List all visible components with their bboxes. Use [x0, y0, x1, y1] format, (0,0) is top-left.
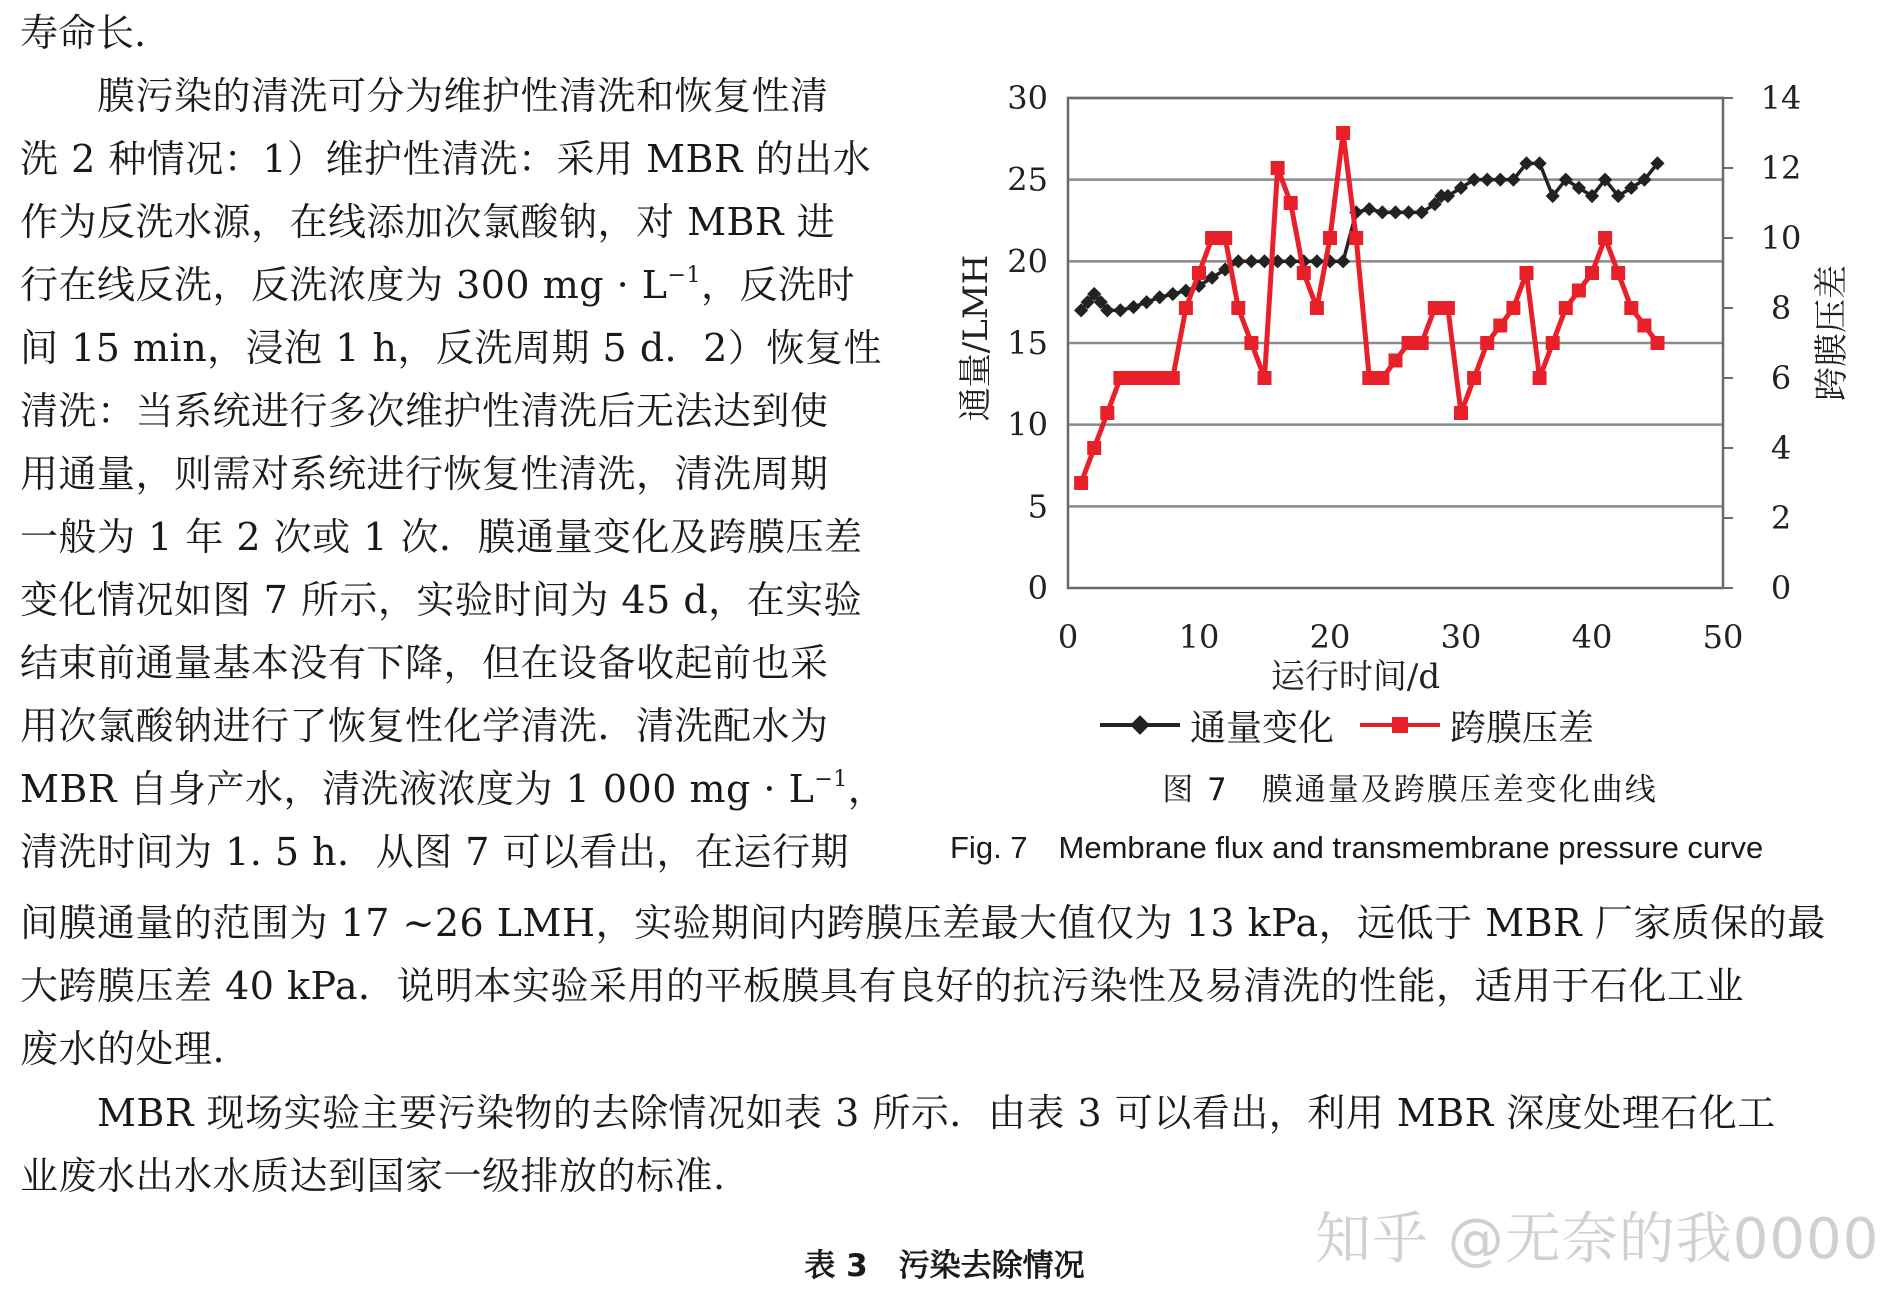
data-point-pressure: [1231, 301, 1245, 315]
data-point-pressure: [1520, 266, 1534, 280]
data-point-pressure: [1624, 301, 1638, 315]
data-point-pressure: [1297, 266, 1311, 280]
data-point-pressure: [1611, 266, 1625, 280]
x-tick-label: 50: [1702, 618, 1744, 656]
data-point-pressure: [1375, 371, 1389, 385]
y-tick-label-left: 30: [1007, 79, 1048, 117]
superscript: −1: [667, 263, 701, 288]
text-line: 一般为 1 年 2 次或 1 次．膜通量变化及跨膜压差: [20, 515, 863, 559]
data-point-pressure: [1467, 371, 1481, 385]
text-line: 作为反洗水源，在线添加次氯酸钠，对 MBR 进: [20, 200, 836, 244]
data-point-flux: [1375, 205, 1389, 219]
y-tick-label-left: 25: [1007, 160, 1048, 199]
y-tick-label-right: 8: [1770, 289, 1792, 327]
data-point-pressure: [1637, 319, 1651, 333]
y-tick-label-right: 4: [1770, 429, 1792, 467]
data-point-pressure: [1244, 336, 1258, 350]
text-line: 行在线反洗，反洗浓度为 300 mg · $L^{-1}$，反洗时: [20, 263, 855, 307]
data-point-pressure: [1087, 441, 1101, 455]
data-point-pressure: [1441, 301, 1455, 315]
data-point-pressure: [1559, 301, 1573, 315]
text-line: MBR 自身产水，清洗液浓度为 1 000 mg · $L^{-1}$，: [20, 767, 887, 811]
data-point-flux: [1336, 254, 1350, 268]
y-axis-label-right: 跨膜压差: [1812, 265, 1852, 401]
data-point-pressure: [1218, 231, 1232, 245]
data-point-pressure: [1533, 371, 1547, 385]
data-point-flux: [1166, 287, 1180, 301]
y-tick-label-left: 10: [1007, 405, 1048, 444]
data-point-pressure: [1258, 371, 1272, 385]
text-line: 寿命长.: [20, 11, 147, 55]
y-tick-label-right: 14: [1760, 79, 1802, 117]
figure-caption-en: Fig. 7 Membrane flux and transmembrane pressure curve: [950, 830, 1764, 865]
y-tick-label-left: 0: [1027, 569, 1048, 607]
data-point-flux: [1126, 300, 1140, 314]
data-point-pressure: [1284, 196, 1298, 210]
data-point-pressure: [1415, 336, 1429, 350]
y-tick-label-right: 12: [1760, 149, 1802, 187]
data-point-pressure: [1493, 319, 1507, 333]
x-tick-label: 20: [1309, 618, 1351, 656]
text-line: 间膜通量的范围为 17 ~26 LMH，实验期间内跨膜压差最大值仅为 13 kPa，远低于 MBR 厂家质保的最: [20, 901, 1826, 945]
data-point-pressure: [1192, 266, 1206, 280]
legend-marker-flux: [1130, 715, 1150, 735]
y-tick-label-left: 20: [1007, 242, 1048, 281]
legend-label-pressure: 跨膜压差: [1450, 708, 1595, 749]
y-tick-label-left: 15: [1007, 324, 1048, 362]
text-line: 间 15 min，浸泡 1 h，反洗周期 5 d．2）恢复性: [20, 326, 882, 370]
table-caption: 表 3 污染去除情况: [804, 1248, 1085, 1284]
figure-caption-zh: 图 7 膜通量及跨膜压差变化曲线: [1162, 772, 1658, 808]
x-tick-label: 0: [1057, 618, 1079, 656]
data-point-pressure: [1127, 371, 1141, 385]
data-point-flux: [1480, 173, 1494, 187]
data-point-pressure: [1454, 406, 1468, 420]
y-tick-label-left: 5: [1027, 487, 1048, 526]
data-point-pressure: [1572, 284, 1586, 298]
superscript: −1: [814, 767, 848, 792]
data-point-flux: [1153, 290, 1167, 304]
data-point-flux: [1388, 205, 1402, 219]
data-point-pressure: [1349, 231, 1363, 245]
data-point-pressure: [1585, 266, 1599, 280]
data-point-pressure: [1402, 336, 1416, 350]
data-point-pressure: [1205, 231, 1219, 245]
data-point-pressure: [1480, 336, 1494, 350]
data-point-flux: [1244, 254, 1258, 268]
text-line: 用次氯酸钠进行了恢复性化学清洗．清洗配水为: [20, 704, 829, 748]
y-axis-label-left: 通量/LMH: [956, 254, 996, 422]
text-line: 结束前通量基本没有下降，但在设备收起前也采: [20, 641, 829, 685]
data-point-flux: [1402, 205, 1416, 219]
data-point-flux: [1140, 295, 1154, 309]
data-point-flux: [1113, 303, 1127, 317]
figure-7: [940, 70, 1880, 697]
data-point-flux: [1284, 254, 1298, 268]
text-line: 清洗：当系统进行多次维护性清洗后无法达到使: [20, 389, 829, 433]
y-tick-label-right: 0: [1770, 569, 1792, 607]
text-line: 变化情况如图 7 所示，实验时间为 45 d，在实验: [20, 578, 863, 622]
data-point-pressure: [1428, 301, 1442, 315]
data-point-flux: [1362, 202, 1376, 216]
data-point-pressure: [1310, 301, 1324, 315]
data-point-pressure: [1153, 371, 1167, 385]
data-point-pressure: [1179, 301, 1193, 315]
data-point-pressure: [1271, 161, 1285, 175]
data-point-flux: [1493, 173, 1507, 187]
text-line: 废水的处理.: [20, 1027, 226, 1071]
data-point-pressure: [1100, 406, 1114, 420]
data-point-pressure: [1166, 371, 1180, 385]
flux-pressure-chart: [940, 70, 1880, 697]
x-tick-label: 40: [1571, 618, 1613, 656]
data-point-flux: [1310, 254, 1324, 268]
data-point-pressure: [1074, 476, 1088, 490]
data-point-pressure: [1362, 371, 1376, 385]
legend-label-flux: 通量变化: [1190, 708, 1335, 749]
y-tick-label-right: 2: [1770, 499, 1792, 537]
data-point-pressure: [1546, 336, 1560, 350]
legend-marker-pressure: [1392, 717, 1408, 733]
data-point-pressure: [1336, 126, 1350, 140]
data-point-pressure: [1651, 336, 1665, 350]
data-point-pressure: [1140, 371, 1154, 385]
data-point-pressure: [1113, 371, 1127, 385]
text-line: 洗 2 种情况：1）维护性清洗：采用 MBR 的出水: [20, 137, 872, 181]
text-line: 大跨膜压差 40 kPa．说明本实验采用的平板膜具有良好的抗污染性及易清洗的性能，适用于石化工业: [20, 964, 1745, 1008]
data-point-pressure: [1389, 354, 1403, 368]
text-line: 用通量，则需对系统进行恢复性清洗，清洗周期: [20, 452, 829, 496]
x-tick-label: 10: [1178, 618, 1220, 656]
series-line-flux: [1081, 163, 1657, 310]
data-point-pressure: [1598, 231, 1612, 245]
y-tick-label-right: 10: [1760, 219, 1802, 257]
y-tick-label-right: 6: [1770, 359, 1792, 397]
x-axis-label: 运行时间/d: [1270, 657, 1441, 697]
watermark: 知乎 @无奈的我0000: [1315, 1207, 1880, 1272]
text-line: 清洗时间为 1. 5 h．从图 7 可以看出，在运行期: [20, 830, 849, 874]
data-point-flux: [1533, 156, 1547, 170]
text-line: 膜污染的清洗可分为维护性清洗和恢复性清: [20, 74, 829, 118]
text-line: MBR 现场实验主要污染物的去除情况如表 3 所示．由表 3 可以看出，利用 MBR 深度处理石化工: [20, 1091, 1776, 1135]
data-point-pressure: [1323, 231, 1337, 245]
x-tick-label: 30: [1440, 618, 1482, 656]
text-line: 业废水出水水质达到国家一级排放的标准.: [20, 1154, 726, 1198]
data-point-pressure: [1506, 301, 1520, 315]
